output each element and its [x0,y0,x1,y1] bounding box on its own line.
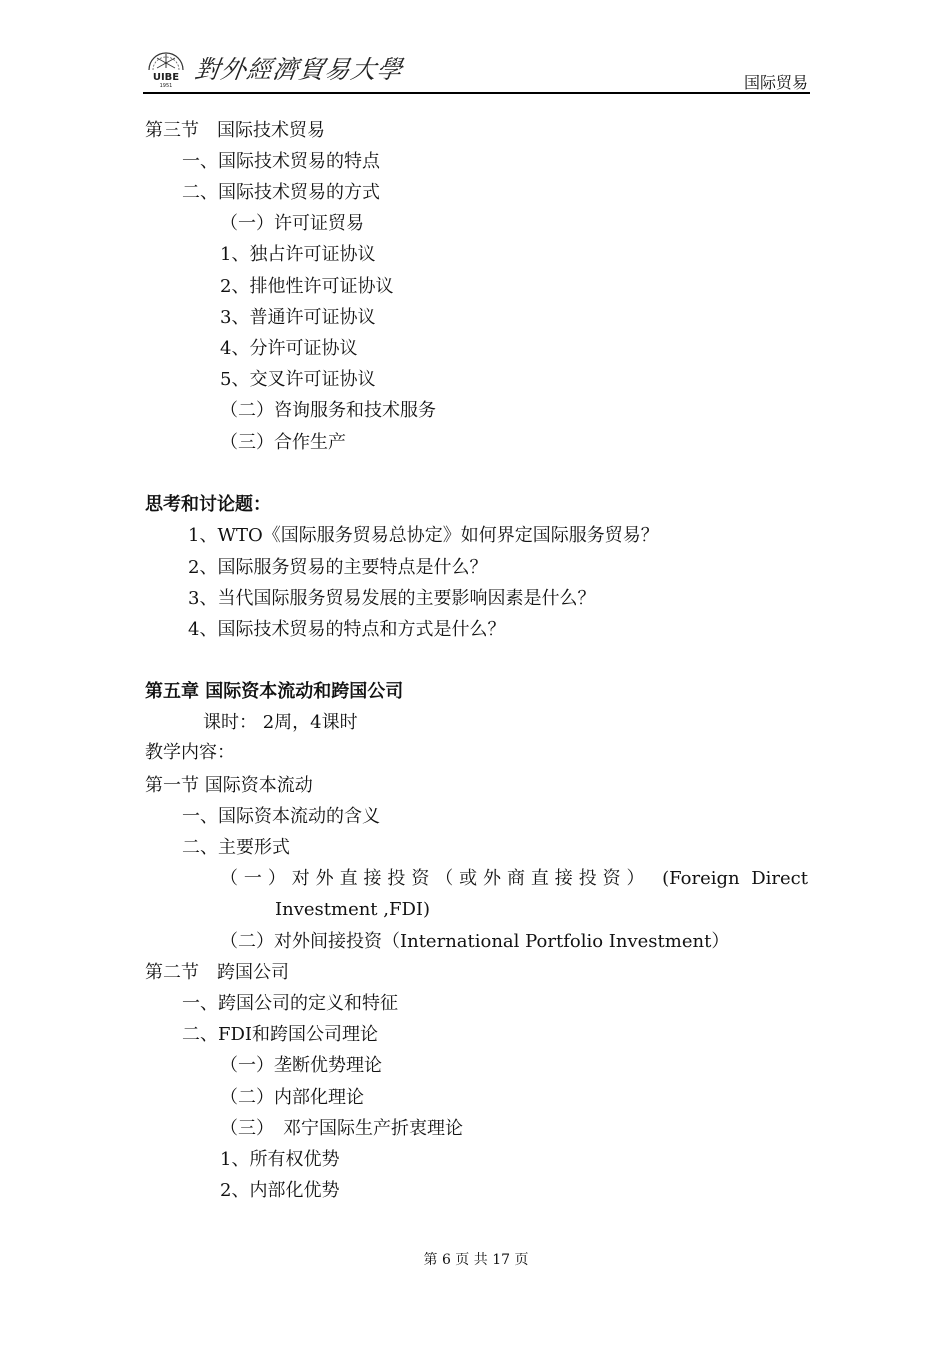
discussion-question: 1、WTO《国际服务贸易总协定》如何界定国际服务贸易？ [188,525,659,546]
outline-subitem: （三）合作生产 [220,432,346,453]
outline-subitem-continuation: Investment ,FDI) [275,899,431,920]
discussion-question: 2、国际服务贸易的主要特点是什么？ [188,557,488,578]
section-heading: 第一节 国际资本流动 [145,775,313,796]
outline-item: 一、国际资本流动的含义 [182,806,380,827]
teaching-content-label: 教学内容： [145,742,235,763]
outline-item: 二、国际技术贸易的方式 [182,182,380,203]
outline-subitem: 1、所有权优势 [220,1149,340,1170]
page-header [143,44,810,94]
logo-year: 1951 [159,83,173,88]
discussion-question: 3、当代国际服务贸易发展的主要影响因素是什么？ [188,588,596,609]
outline-subitem: 1、独占许可证协议 [220,244,376,265]
discussion-heading: 思考和讨论题： [145,494,271,515]
outline-subitem: （二）对外间接投资（International Portfolio Investment） [220,931,730,952]
course-title: 国际贸易 [743,73,808,92]
section-heading: 第二节 跨国公司 [145,962,289,983]
university-emblem-icon [145,50,187,88]
outline-subitem: （一）对外直接投资（或外商直接投资） (Foreign Direct [220,868,808,889]
page-number: 第 6 页 共 17 页 [423,1252,529,1268]
outline-item: 一、国际技术贸易的特点 [182,151,380,172]
outline-subitem: 3、普通许可证协议 [220,307,376,328]
outline-item: 一、跨国公司的定义和特征 [182,993,398,1014]
outline-subitem: 5、交叉许可证协议 [220,369,376,390]
section-heading: 第三节 国际技术贸易 [145,120,325,141]
university-name: 對外經濟貿易大學 [192,55,405,84]
outline-item: 二、FDI和跨国公司理论 [182,1024,379,1045]
outline-subitem: 2、排他性许可证协议 [220,276,394,297]
outline-subitem: （三） 邓宁国际生产折衷理论 [220,1118,463,1139]
chapter-heading: 第五章 国际资本流动和跨国公司 [145,681,404,702]
outline-subitem: 4、分许可证协议 [220,338,358,359]
outline-subitem: （一）垄断优势理论 [220,1055,382,1076]
outline-subitem: （二）内部化理论 [220,1087,364,1108]
outline-subitem: （一）许可证贸易 [220,213,364,234]
logo-abbrev: UIBE [152,72,180,83]
outline-subitem: 2、内部化优势 [220,1180,340,1201]
class-hours: 课时： 2周，4课时 [203,712,358,733]
outline-item: 二、主要形式 [182,837,290,858]
outline-subitem: （二）咨询服务和技术服务 [220,400,436,421]
discussion-question: 4、国际技术贸易的特点和方式是什么？ [188,619,506,640]
